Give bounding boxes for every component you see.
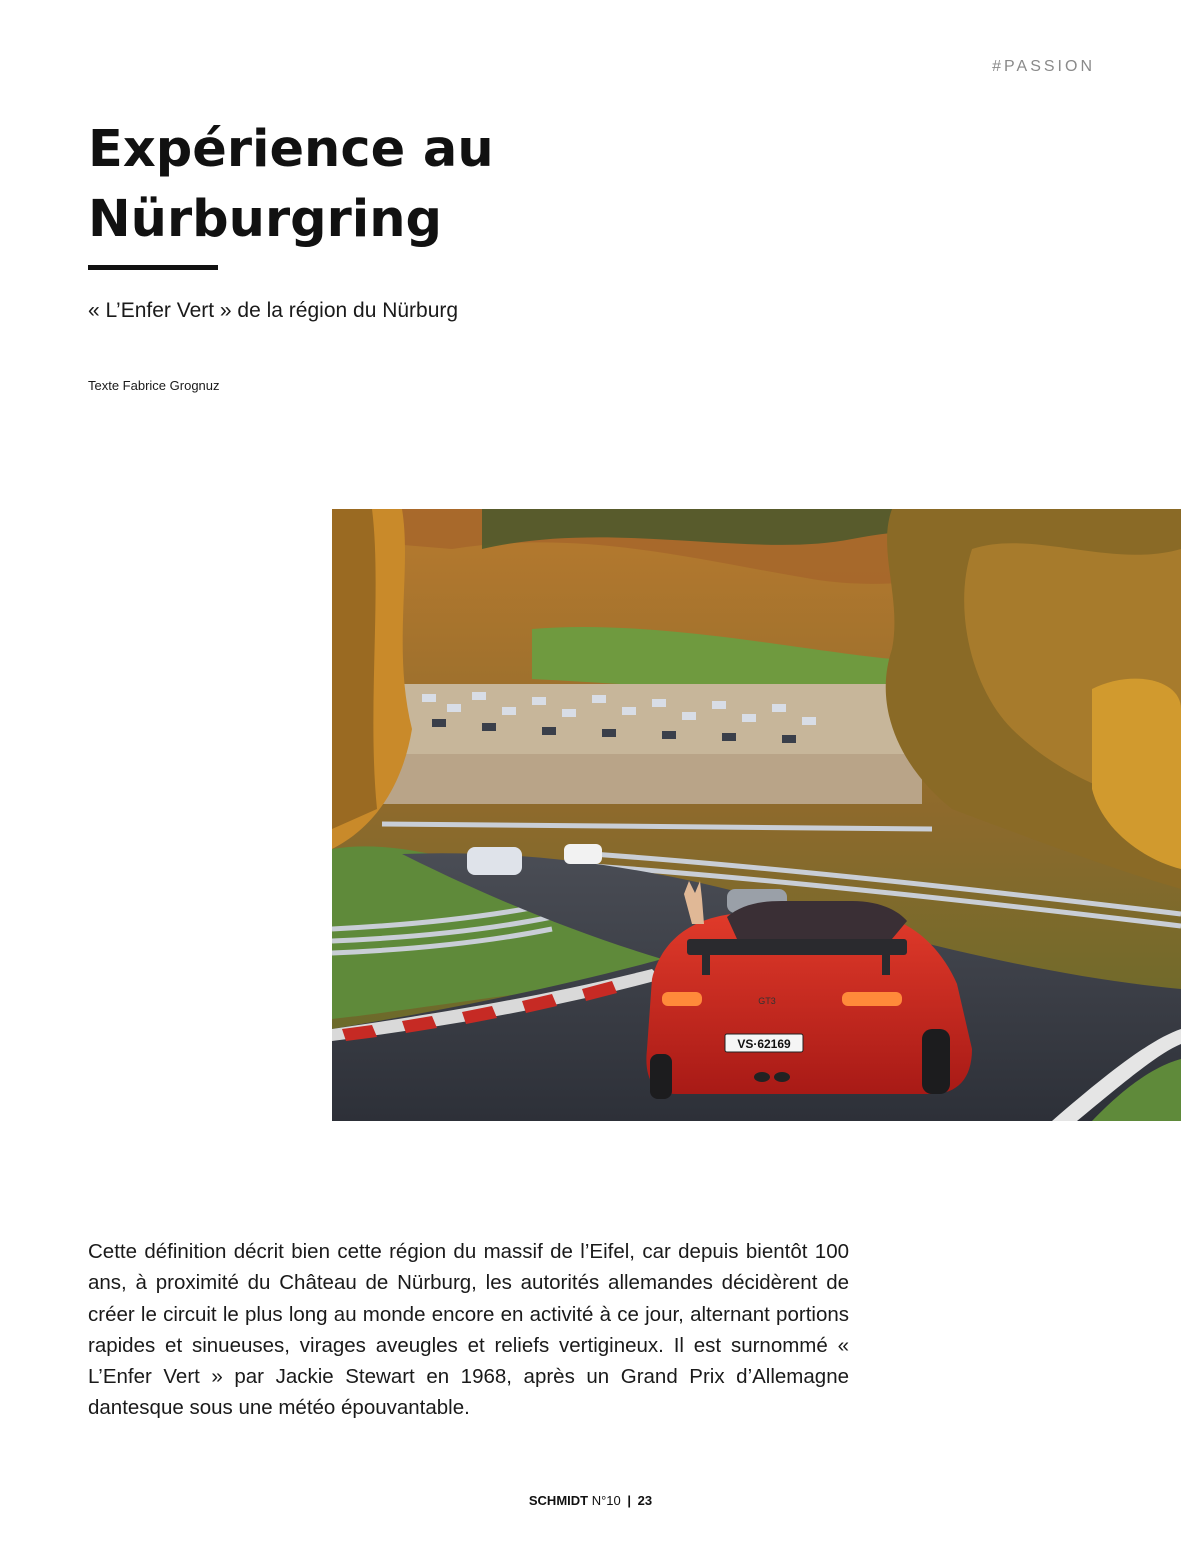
car-badge-text: GT3 <box>758 996 776 1006</box>
license-plate-text: VS·62169 <box>737 1037 791 1051</box>
article-photo <box>332 509 1181 1121</box>
photo-illustration <box>332 509 1181 1121</box>
footer-separator: | <box>627 1493 632 1508</box>
section-tag: #PASSION <box>992 58 1095 75</box>
page-number: 23 <box>637 1493 653 1508</box>
page-footer <box>0 1493 1181 1508</box>
article-byline: Texte Fabrice Grognuz <box>88 378 220 393</box>
article-body: Cette définition décrit bien cette région du massif de l’Eifel, car depuis bientôt 100 ans, à proximité du Château de Nürburg, les autorités allemandes décidèrent de créer le circuit le plus long au monde encore en activité à ce jour, alternant portions rapides et sinueuses, virages aveugles et reliefs vertigineux. Il est surnommé « L’Enfer Vert » par Jackie Stewart en 1968, après un Grand Prix d’Allemagne dantesque sous une météo épouvantable. <box>88 1240 849 1420</box>
article-title <box>88 115 608 255</box>
footer-issue: N°10 <box>591 1493 621 1508</box>
title-underline <box>88 265 218 270</box>
title-line-2: Nürburgring <box>88 190 443 249</box>
title-line-1: Expérience au <box>88 120 494 179</box>
article-subtitle: « L’Enfer Vert » de la région du Nürburg <box>88 299 459 322</box>
footer-brand: SCHMIDT <box>528 1493 589 1508</box>
